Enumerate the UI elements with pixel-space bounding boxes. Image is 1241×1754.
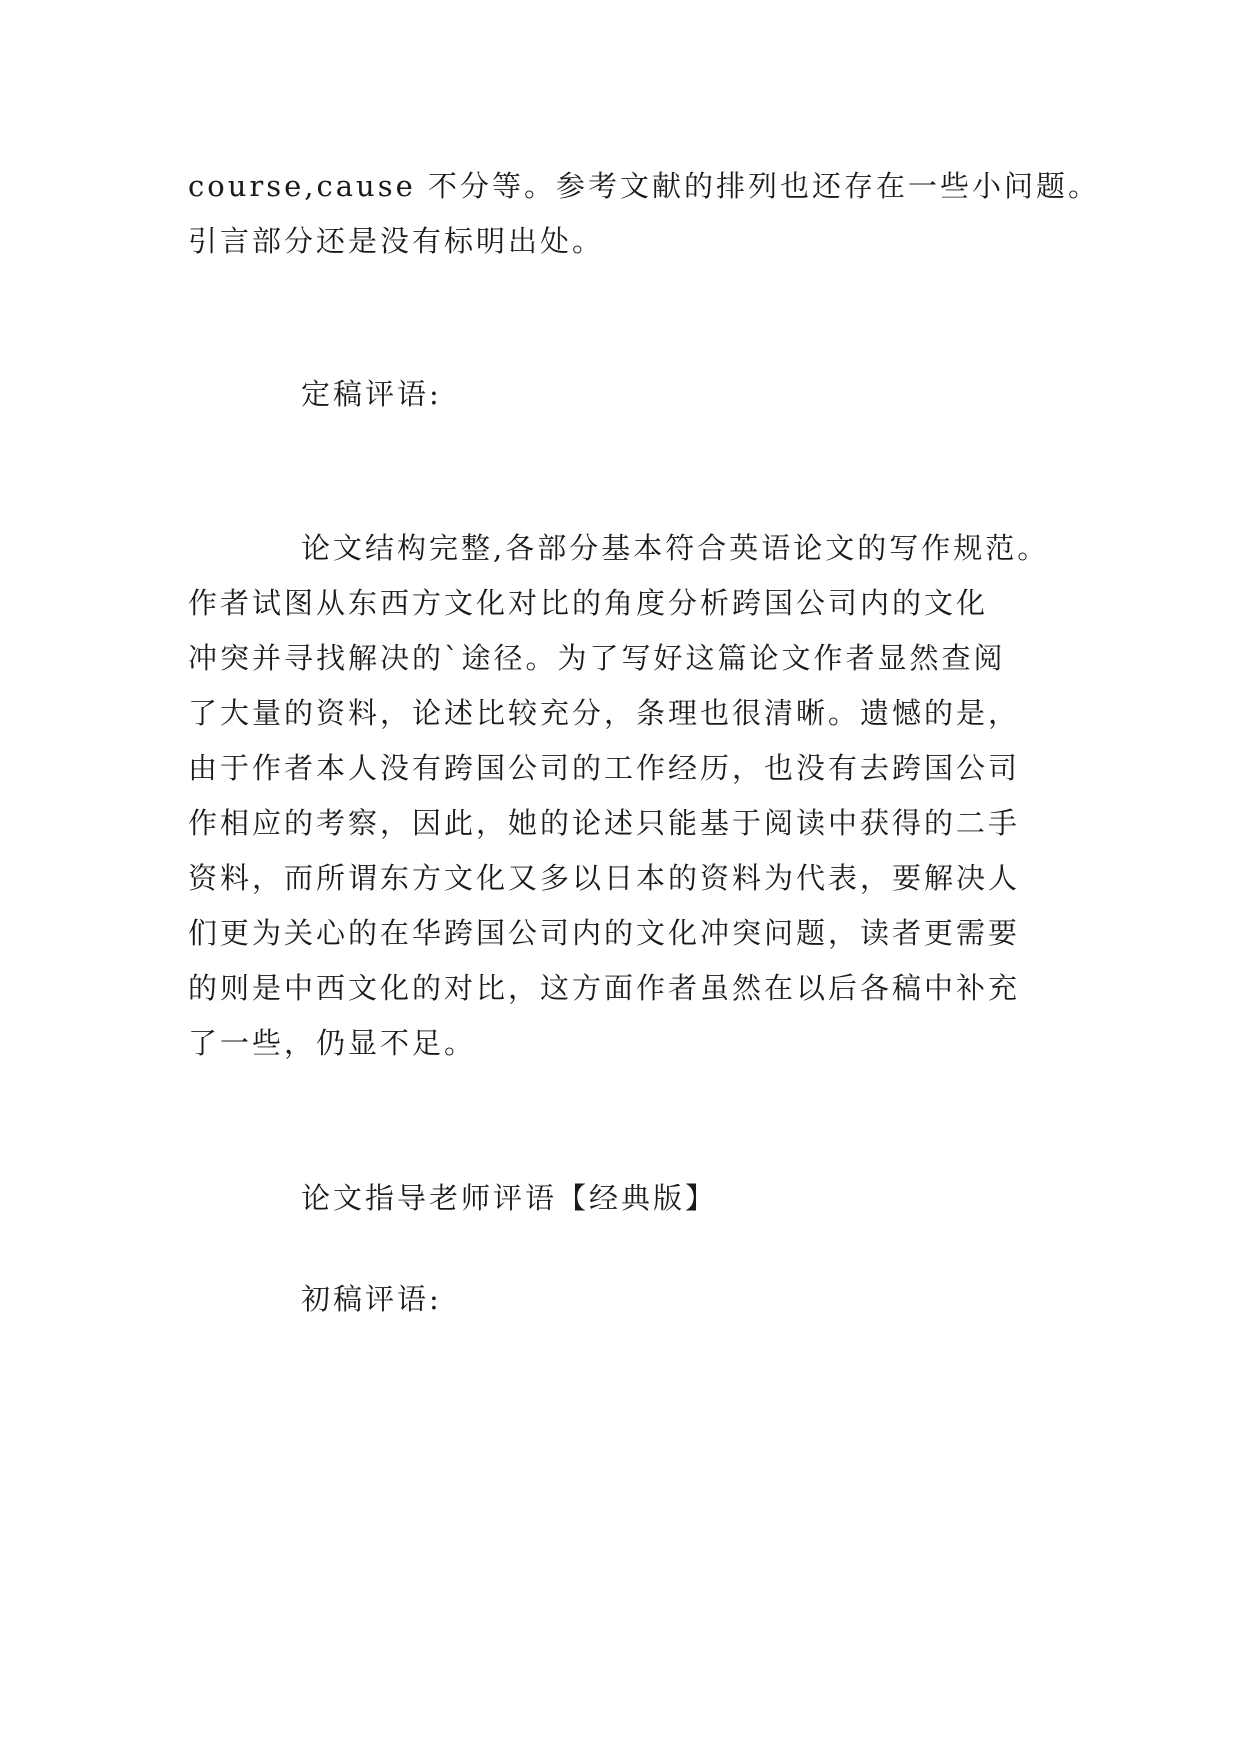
first-draft-heading: 初稿评语: xyxy=(301,1282,442,1316)
final-comment-line-10: 了一些，仍显不足。 xyxy=(188,1026,477,1060)
final-comment-line-3: 冲突并寻找解决的`途径。为了写好这篇论文作者显然查阅 xyxy=(188,641,1006,675)
final-comment-line-7: 资料，而所谓东方文化又多以日本的资料为代表，要解决人 xyxy=(188,861,1021,895)
final-comment-line-1: 论文结构完整,各部分基本符合英语论文的写作规范。 xyxy=(301,531,1050,565)
section-title: 论文指导老师评语【经典版】 xyxy=(301,1181,718,1215)
final-comment-heading: 定稿评语: xyxy=(301,377,442,411)
final-comment-line-4: 了大量的资料，论述比较充分，条理也很清晰。遗憾的是， xyxy=(188,696,1021,730)
final-comment-line-8: 们更为关心的在华跨国公司内的文化冲突问题，读者更需要 xyxy=(188,916,1021,950)
continuation-line-1: course,cause 不分等。参考文献的排列也还存在一些小问题。 xyxy=(188,169,1100,203)
final-comment-line-9: 的则是中西文化的对比，这方面作者虽然在以后各稿中补充 xyxy=(188,971,1021,1005)
continuation-line-2: 引言部分还是没有标明出处。 xyxy=(188,224,605,258)
final-comment-line-5: 由于作者本人没有跨国公司的工作经历，也没有去跨国公司 xyxy=(188,751,1021,785)
final-comment-line-2: 作者试图从东西方文化对比的角度分析跨国公司内的文化 xyxy=(188,586,989,620)
final-comment-line-6: 作相应的考察，因此，她的论述只能基于阅读中获得的二手 xyxy=(188,806,1021,840)
